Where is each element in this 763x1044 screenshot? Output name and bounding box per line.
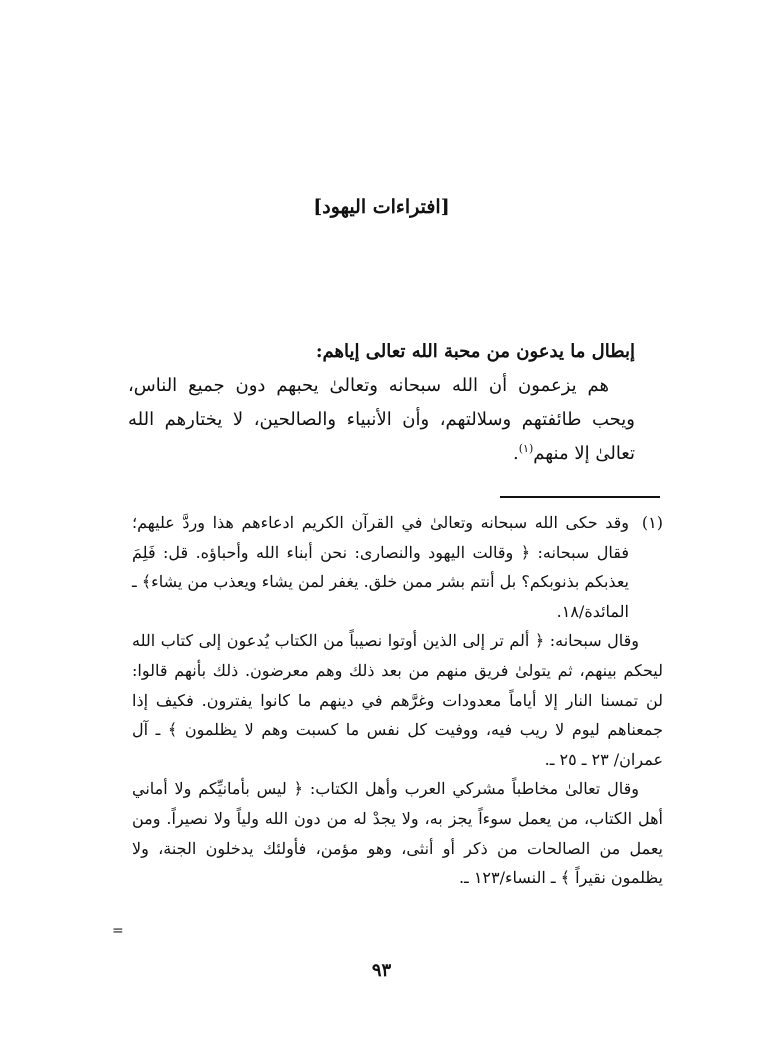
footnote-paragraph [132,774,663,892]
body-paragraph-text: هم يزعمون أن الله سبحانه وتعالىٰ يحبهم دون جميع الناس، ويحب طائفتهم وسلالتهم، وأن الأنبياء والصالحين، لا يختارهم الله تعالىٰ إلا منهم [128,375,635,464]
paragraph-end: . [513,443,519,464]
page-number: ٩٣ [371,960,392,981]
footnote-reference: (١) [518,442,534,455]
main-text [128,335,635,471]
continuation-mark: = [112,923,124,939]
footnote-separator [500,496,660,498]
footnote-text: وقال تعالىٰ مخاطباً مشركي العرب وأهل الكتاب: ﴿ ليس بأمانيِّكم ولا أماني أهل الكتاب، من يعمل سوءاً يجز به، ولا يجدْ له من دون الله ولياً ولا نصيراً. ومن يعمل من الصالحات من ذكر أو أنثى، وهو مؤمن، فأولئك يدخلون الجنة، ولا يظلمون نقيراً ﴾ ـ النساء/١٢٣ ـ. [132,779,663,888]
body-paragraph [128,369,635,471]
footnotes [132,508,663,893]
chapter-title: [افتراءات اليهود] [313,196,450,218]
footnote-marker: (١) [641,513,663,532]
footnote-text: وقد حكى الله سبحانه وتعالىٰ في القرآن الكريم ادعاءهم هذا وردَّ عليهم؛ فقال سبحانه: ﴿ وقالت اليهود والنصارى: نحن أبناء الله وأحباؤه. قل: فَلِمَ يعذبكم بذنوبكم؟ بل أنتم بشر ممن خلق. يغفر لمن يشاء ويعذب من يشاء﴾ ـ المائدة/١٨. [132,513,629,621]
section-heading: إبطال ما يدعون من محبة الله تعالى إياهم: [315,341,635,362]
footnote-paragraph [132,508,663,626]
footnote-text: وقال سبحانه: ﴿ ألم تر إلى الذين أوتوا نصيباً من الكتاب يُدعون إلى كتاب الله ليحكم بينهم، ثم يتولىٰ فريق منهم من بعد ذلك وهم معرضون. ذلك بأنهم قالوا: لن تمسنا النار إلا أياماً معدودات وغرَّهم في دينهم ما كانوا يفترون. فكيف إذا جمعناهم ليوم لا ريب فيه، ووفيت كل نفس ما كسبت وهم لا يظلمون ﴾ ـ آل عمران/ ٢٣ ـ ٢٥ ـ. [132,631,663,769]
footnote-paragraph [132,626,663,774]
